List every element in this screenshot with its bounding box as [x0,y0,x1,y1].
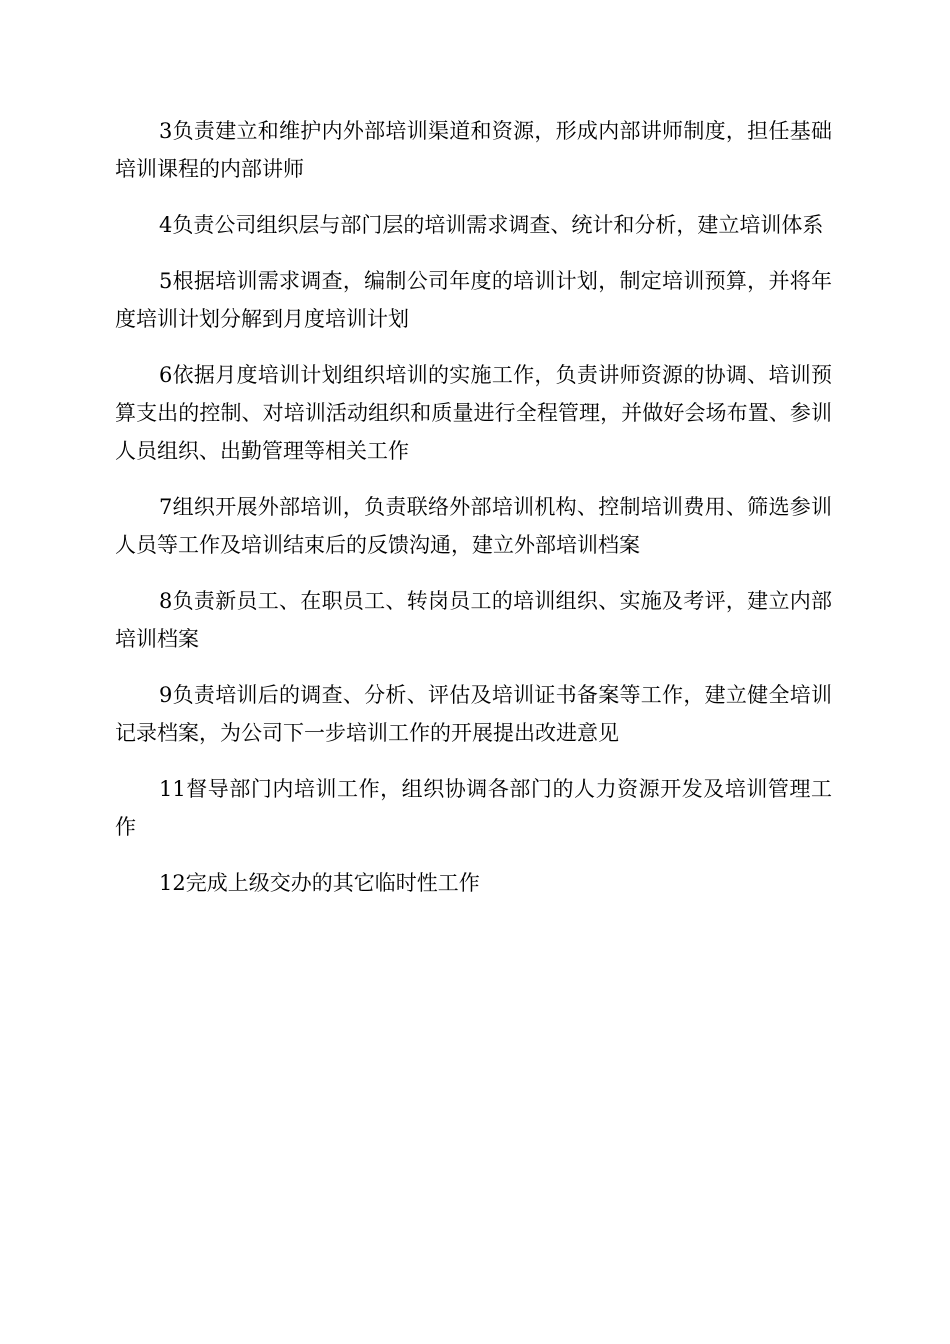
duty-paragraph-5: 5根据培训需求调查，编制公司年度的培训计划，制定培训预算，并将年度培训计划分解到月度培训计划 [115,269,832,331]
duty-paragraph-4: 4负责公司组织层与部门层的培训需求调查、统计和分析，建立培训体系 [159,213,824,237]
duty-paragraph-11: 11督导部门内培训工作，组织协调各部门的人力资源开发及培训管理工作 [115,777,832,839]
duty-paragraph-7: 7组织开展外部培训，负责联络外部培训机构、控制培训费用、筛选参训人员等工作及培训结束后的反馈沟通，建立外部培训档案 [115,495,832,557]
duty-paragraph-8: 8负责新员工、在职员工、转岗员工的培训组织、实施及考评，建立内部培训档案 [115,589,832,651]
duty-paragraph-3: 3负责建立和维护内外部培训渠道和资源，形成内部讲师制度，担任基础培训课程的内部讲师 [115,119,832,181]
duty-paragraph-9: 9负责培训后的调查、分析、评估及培训证书备案等工作，建立健全培训记录档案，为公司下一步培训工作的开展提出改进意见 [115,683,832,745]
duty-paragraph-6: 6依据月度培训计划组织培训的实施工作，负责讲师资源的协调、培训预算支出的控制、对培训活动组织和质量进行全程管理，并做好会场布置、参训人员组织、出勤管理等相关工作 [115,363,832,463]
duty-paragraph-12: 12完成上级交办的其它临时性工作 [159,871,480,895]
